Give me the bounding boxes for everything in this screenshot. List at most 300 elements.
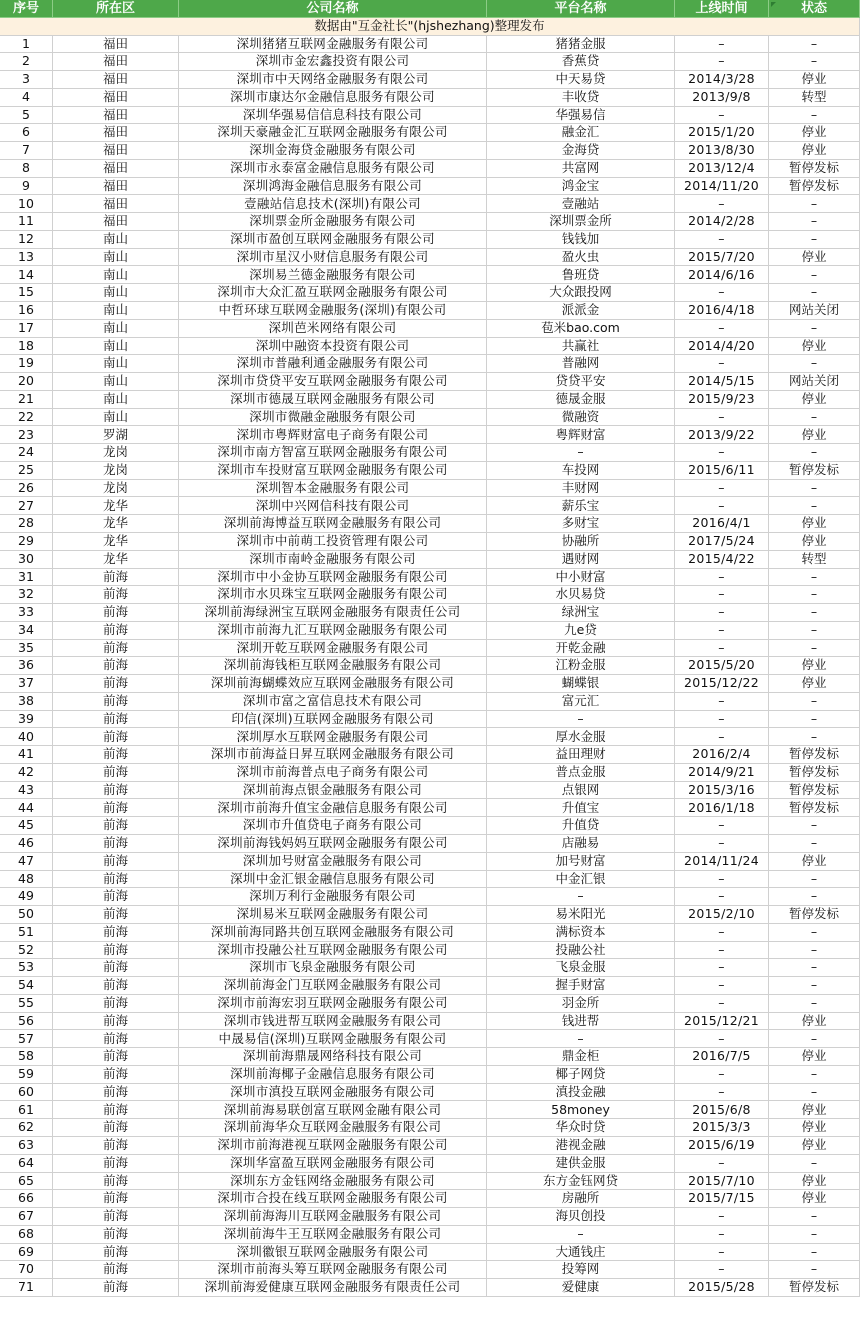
cell-company[interactable]: 深圳市合投在线互联网金融服务有限公司 — [179, 1190, 487, 1208]
cell-district[interactable]: 罗湖 — [53, 426, 179, 444]
cell-platform[interactable]: 益田理财 — [487, 746, 675, 764]
cell-company[interactable]: 深圳市中前萌工投资管理有限公司 — [179, 533, 487, 551]
cell-index[interactable]: 64 — [0, 1155, 53, 1173]
cell-company[interactable]: 深圳市前海头筹互联网金融服务有限公司 — [179, 1261, 487, 1279]
cell-company[interactable]: 深圳万利行金融服务有限公司 — [179, 888, 487, 906]
cell-status[interactable]: – — [769, 622, 860, 640]
cell-district[interactable]: 前海 — [53, 1261, 179, 1279]
cell-status[interactable]: – — [769, 1261, 860, 1279]
cell-platform[interactable]: 壹融站 — [487, 195, 675, 213]
cell-company[interactable]: 深圳中融资本投资有限公司 — [179, 338, 487, 356]
cell-status[interactable]: – — [769, 53, 860, 71]
cell-index[interactable]: 12 — [0, 231, 53, 249]
cell-company[interactable]: 深圳市粤辉财富电子商务有限公司 — [179, 426, 487, 444]
cell-index[interactable]: 44 — [0, 799, 53, 817]
cell-district[interactable]: 龙华 — [53, 497, 179, 515]
cell-district[interactable]: 南山 — [53, 391, 179, 409]
cell-status[interactable]: 暂停发标 — [769, 462, 860, 480]
cell-district[interactable]: 前海 — [53, 1173, 179, 1191]
cell-platform[interactable]: 钱进帮 — [487, 1013, 675, 1031]
cell-platform[interactable]: 深圳票金所 — [487, 213, 675, 231]
cell-district[interactable]: 南山 — [53, 373, 179, 391]
cell-index[interactable]: 16 — [0, 302, 53, 320]
header-platform[interactable]: 平台名称 — [487, 0, 675, 18]
cell-index[interactable]: 70 — [0, 1261, 53, 1279]
cell-district[interactable]: 前海 — [53, 799, 179, 817]
cell-district[interactable]: 南山 — [53, 231, 179, 249]
cell-launch-date[interactable]: – — [675, 942, 769, 960]
cell-launch-date[interactable]: 2015/3/3 — [675, 1119, 769, 1137]
cell-index[interactable]: 71 — [0, 1279, 53, 1297]
cell-district[interactable]: 前海 — [53, 764, 179, 782]
cell-platform[interactable]: 羽金所 — [487, 995, 675, 1013]
cell-launch-date[interactable]: 2014/11/24 — [675, 853, 769, 871]
cell-launch-date[interactable]: 2014/9/21 — [675, 764, 769, 782]
cell-platform[interactable]: 中小财富 — [487, 569, 675, 587]
cell-launch-date[interactable]: – — [675, 586, 769, 604]
cell-status[interactable]: – — [769, 231, 860, 249]
cell-platform[interactable]: 建供金服 — [487, 1155, 675, 1173]
cell-district[interactable]: 福田 — [53, 53, 179, 71]
cell-launch-date[interactable]: 2017/5/24 — [675, 533, 769, 551]
cell-index[interactable]: 57 — [0, 1030, 53, 1048]
cell-status[interactable]: – — [769, 195, 860, 213]
cell-platform[interactable]: 握手财富 — [487, 977, 675, 995]
cell-platform[interactable]: 鲁班贷 — [487, 266, 675, 284]
cell-company[interactable]: 深圳市中天网络金融服务有限公司 — [179, 71, 487, 89]
cell-company[interactable]: 深圳市前海升值宝金融信息服务有限公司 — [179, 799, 487, 817]
cell-platform[interactable]: 开乾金融 — [487, 640, 675, 658]
cell-launch-date[interactable]: – — [675, 284, 769, 302]
cell-company[interactable]: 深圳前海鼎晟网络科技有限公司 — [179, 1048, 487, 1066]
cell-status[interactable]: 停业 — [769, 1137, 860, 1155]
cell-district[interactable]: 龙岗 — [53, 480, 179, 498]
cell-status[interactable]: – — [769, 693, 860, 711]
cell-district[interactable]: 龙华 — [53, 551, 179, 569]
cell-launch-date[interactable]: – — [675, 1084, 769, 1102]
cell-launch-date[interactable]: 2016/7/5 — [675, 1048, 769, 1066]
cell-district[interactable]: 前海 — [53, 657, 179, 675]
cell-status[interactable]: – — [769, 1244, 860, 1262]
cell-status[interactable]: – — [769, 711, 860, 729]
cell-index[interactable]: 29 — [0, 533, 53, 551]
cell-platform[interactable]: 苞米bao.com — [487, 320, 675, 338]
cell-index[interactable]: 10 — [0, 195, 53, 213]
cell-company[interactable]: 深圳市星汉小财信息服务有限公司 — [179, 249, 487, 267]
cell-district[interactable]: 龙岗 — [53, 444, 179, 462]
cell-index[interactable]: 36 — [0, 657, 53, 675]
cell-launch-date[interactable]: – — [675, 1155, 769, 1173]
cell-platform[interactable]: 爱健康 — [487, 1279, 675, 1297]
cell-index[interactable]: 59 — [0, 1066, 53, 1084]
cell-company[interactable]: 深圳市钱进帮互联网金融服务有限公司 — [179, 1013, 487, 1031]
cell-district[interactable]: 南山 — [53, 320, 179, 338]
cell-index[interactable]: 14 — [0, 266, 53, 284]
cell-platform[interactable]: – — [487, 1030, 675, 1048]
cell-launch-date[interactable]: 2015/5/20 — [675, 657, 769, 675]
cell-platform[interactable]: 派派金 — [487, 302, 675, 320]
cell-platform[interactable]: 绿洲宝 — [487, 604, 675, 622]
cell-company[interactable]: 深圳加号财富金融服务有限公司 — [179, 853, 487, 871]
cell-index[interactable]: 53 — [0, 959, 53, 977]
cell-district[interactable]: 前海 — [53, 871, 179, 889]
cell-index[interactable]: 46 — [0, 835, 53, 853]
cell-status[interactable]: – — [769, 924, 860, 942]
cell-status[interactable]: – — [769, 959, 860, 977]
cell-district[interactable]: 福田 — [53, 71, 179, 89]
cell-company[interactable]: 深圳中金汇银金融信息服务有限公司 — [179, 871, 487, 889]
cell-status[interactable]: – — [769, 497, 860, 515]
cell-launch-date[interactable]: 2015/7/15 — [675, 1190, 769, 1208]
cell-status[interactable]: – — [769, 1084, 860, 1102]
cell-platform[interactable]: 大通钱庄 — [487, 1244, 675, 1262]
cell-launch-date[interactable]: 2016/4/18 — [675, 302, 769, 320]
cell-platform[interactable]: 多财宝 — [487, 515, 675, 533]
cell-index[interactable]: 69 — [0, 1244, 53, 1262]
cell-company[interactable]: 深圳市南方智富互联网金融服务有限公司 — [179, 444, 487, 462]
cell-district[interactable]: 前海 — [53, 1013, 179, 1031]
cell-company[interactable]: 深圳华富盈互联网金融服务有限公司 — [179, 1155, 487, 1173]
cell-company[interactable]: 深圳前海蝴蝶效应互联网金融服务有限公司 — [179, 675, 487, 693]
cell-status[interactable]: 停业 — [769, 533, 860, 551]
cell-platform[interactable]: 协融所 — [487, 533, 675, 551]
cell-launch-date[interactable]: 2015/4/22 — [675, 551, 769, 569]
cell-district[interactable]: 前海 — [53, 888, 179, 906]
cell-district[interactable]: 福田 — [53, 178, 179, 196]
cell-platform[interactable]: 店融易 — [487, 835, 675, 853]
cell-company[interactable]: 中晟易信(深圳)互联网金融服务有限公司 — [179, 1030, 487, 1048]
cell-platform[interactable]: 加号财富 — [487, 853, 675, 871]
cell-launch-date[interactable]: 2013/8/30 — [675, 142, 769, 160]
cell-status[interactable]: – — [769, 640, 860, 658]
cell-company[interactable]: 深圳票金所金融服务有限公司 — [179, 213, 487, 231]
cell-company[interactable]: 壹融站信息技术(深圳)有限公司 — [179, 195, 487, 213]
cell-launch-date[interactable]: 2015/9/23 — [675, 391, 769, 409]
cell-district[interactable]: 前海 — [53, 924, 179, 942]
cell-platform[interactable]: 房融所 — [487, 1190, 675, 1208]
cell-company[interactable]: 深圳开乾互联网金融服务有限公司 — [179, 640, 487, 658]
cell-company[interactable]: 深圳中兴网信科技有限公司 — [179, 497, 487, 515]
cell-index[interactable]: 2 — [0, 53, 53, 71]
cell-platform[interactable]: 富元汇 — [487, 693, 675, 711]
cell-district[interactable]: 前海 — [53, 1101, 179, 1119]
cell-launch-date[interactable]: 2013/9/22 — [675, 426, 769, 444]
cell-index[interactable]: 32 — [0, 586, 53, 604]
cell-district[interactable]: 南山 — [53, 266, 179, 284]
cell-index[interactable]: 58 — [0, 1048, 53, 1066]
cell-status[interactable]: 停业 — [769, 515, 860, 533]
cell-index[interactable]: 66 — [0, 1190, 53, 1208]
cell-index[interactable]: 37 — [0, 675, 53, 693]
cell-platform[interactable]: 普点金服 — [487, 764, 675, 782]
cell-company[interactable]: 深圳市车投财富互联网金融服务有限公司 — [179, 462, 487, 480]
cell-index[interactable]: 52 — [0, 942, 53, 960]
cell-launch-date[interactable]: – — [675, 604, 769, 622]
cell-company[interactable]: 深圳前海钱妈妈互联网金融服务有限公司 — [179, 835, 487, 853]
cell-company[interactable]: 深圳市投融公社互联网金融服务有限公司 — [179, 942, 487, 960]
header-district[interactable]: 所在区 — [53, 0, 179, 18]
cell-status[interactable]: 转型 — [769, 551, 860, 569]
cell-index[interactable]: 31 — [0, 569, 53, 587]
cell-status[interactable]: 停业 — [769, 1048, 860, 1066]
cell-status[interactable]: – — [769, 1208, 860, 1226]
cell-district[interactable]: 前海 — [53, 1155, 179, 1173]
cell-district[interactable]: 前海 — [53, 728, 179, 746]
cell-status[interactable]: 暂停发标 — [769, 799, 860, 817]
cell-status[interactable]: 网站关闭 — [769, 302, 860, 320]
cell-platform[interactable]: 猪猪金服 — [487, 36, 675, 54]
cell-index[interactable]: 7 — [0, 142, 53, 160]
cell-company[interactable]: 深圳猪猪互联网金融服务有限公司 — [179, 36, 487, 54]
cell-launch-date[interactable]: – — [675, 195, 769, 213]
cell-platform[interactable]: 融金汇 — [487, 124, 675, 142]
cell-launch-date[interactable]: – — [675, 1226, 769, 1244]
cell-company[interactable]: 深圳前海绿洲宝互联网金融服务有限责任公司 — [179, 604, 487, 622]
cell-index[interactable]: 49 — [0, 888, 53, 906]
cell-status[interactable]: 停业 — [769, 124, 860, 142]
cell-launch-date[interactable]: – — [675, 995, 769, 1013]
cell-launch-date[interactable]: 2014/2/28 — [675, 213, 769, 231]
cell-status[interactable]: 停业 — [769, 142, 860, 160]
cell-platform[interactable]: 大众跟投网 — [487, 284, 675, 302]
cell-status[interactable]: – — [769, 728, 860, 746]
cell-index[interactable]: 63 — [0, 1137, 53, 1155]
cell-status[interactable]: – — [769, 995, 860, 1013]
cell-district[interactable]: 前海 — [53, 1066, 179, 1084]
cell-status[interactable]: – — [769, 604, 860, 622]
cell-launch-date[interactable]: 2015/1/20 — [675, 124, 769, 142]
cell-company[interactable]: 印信(深圳)互联网金融服务有限公司 — [179, 711, 487, 729]
cell-platform[interactable]: 普融网 — [487, 355, 675, 373]
cell-launch-date[interactable]: – — [675, 711, 769, 729]
cell-district[interactable]: 福田 — [53, 213, 179, 231]
cell-company[interactable]: 深圳市前海普点电子商务有限公司 — [179, 764, 487, 782]
cell-index[interactable]: 4 — [0, 89, 53, 107]
cell-platform[interactable]: 鸿金宝 — [487, 178, 675, 196]
cell-status[interactable]: – — [769, 835, 860, 853]
cell-platform[interactable]: 钱钱加 — [487, 231, 675, 249]
cell-index[interactable]: 20 — [0, 373, 53, 391]
cell-platform[interactable]: – — [487, 711, 675, 729]
cell-index[interactable]: 33 — [0, 604, 53, 622]
cell-district[interactable]: 福田 — [53, 142, 179, 160]
cell-district[interactable]: 福田 — [53, 160, 179, 178]
cell-status[interactable]: 网站关闭 — [769, 373, 860, 391]
cell-company[interactable]: 深圳前海椰子金融信息服务有限公司 — [179, 1066, 487, 1084]
cell-launch-date[interactable]: – — [675, 320, 769, 338]
cell-index[interactable]: 25 — [0, 462, 53, 480]
cell-index[interactable]: 42 — [0, 764, 53, 782]
cell-company[interactable]: 深圳前海牛王互联网金融服务有限公司 — [179, 1226, 487, 1244]
header-index[interactable]: 序号 — [0, 0, 53, 18]
cell-status[interactable]: – — [769, 266, 860, 284]
cell-index[interactable]: 56 — [0, 1013, 53, 1031]
cell-platform[interactable]: 投融公社 — [487, 942, 675, 960]
cell-company[interactable]: 深圳市前海港视互联网金融服务有限公司 — [179, 1137, 487, 1155]
cell-company[interactable]: 深圳前海同路共创互联网金融服务有限公司 — [179, 924, 487, 942]
cell-status[interactable]: 暂停发标 — [769, 178, 860, 196]
cell-status[interactable]: – — [769, 409, 860, 427]
cell-launch-date[interactable]: 2015/12/21 — [675, 1013, 769, 1031]
cell-index[interactable]: 3 — [0, 71, 53, 89]
cell-index[interactable]: 62 — [0, 1119, 53, 1137]
cell-platform[interactable]: 58money — [487, 1101, 675, 1119]
cell-launch-date[interactable]: 2014/11/20 — [675, 178, 769, 196]
cell-company[interactable]: 深圳东方金钰网络金融服务有限公司 — [179, 1173, 487, 1191]
cell-company[interactable]: 深圳市盈创互联网金融服务有限公司 — [179, 231, 487, 249]
cell-company[interactable]: 深圳市前海宏羽互联网金融服务有限公司 — [179, 995, 487, 1013]
cell-status[interactable]: – — [769, 1066, 860, 1084]
cell-index[interactable]: 17 — [0, 320, 53, 338]
cell-district[interactable]: 龙华 — [53, 533, 179, 551]
cell-status[interactable]: – — [769, 942, 860, 960]
cell-district[interactable]: 福田 — [53, 107, 179, 125]
cell-company[interactable]: 深圳市升值贷电子商务有限公司 — [179, 817, 487, 835]
cell-platform[interactable]: 丰收贷 — [487, 89, 675, 107]
cell-status[interactable]: 停业 — [769, 1013, 860, 1031]
cell-district[interactable]: 前海 — [53, 782, 179, 800]
cell-index[interactable]: 21 — [0, 391, 53, 409]
cell-index[interactable]: 39 — [0, 711, 53, 729]
cell-platform[interactable]: 香蕉贷 — [487, 53, 675, 71]
cell-status[interactable]: 转型 — [769, 89, 860, 107]
cell-index[interactable]: 45 — [0, 817, 53, 835]
cell-district[interactable]: 南山 — [53, 284, 179, 302]
cell-status[interactable]: – — [769, 107, 860, 125]
cell-index[interactable]: 22 — [0, 409, 53, 427]
source-note[interactable]: 数据由"互金社长"(hjshezhang)整理发布 — [0, 18, 860, 36]
cell-platform[interactable]: 滇投金融 — [487, 1084, 675, 1102]
cell-index[interactable]: 68 — [0, 1226, 53, 1244]
header-status[interactable] — [769, 0, 860, 18]
cell-index[interactable]: 1 — [0, 36, 53, 54]
cell-launch-date[interactable]: – — [675, 1066, 769, 1084]
cell-status[interactable]: 停业 — [769, 657, 860, 675]
cell-company[interactable]: 深圳市中小金协互联网金融服务有限公司 — [179, 569, 487, 587]
cell-launch-date[interactable]: – — [675, 888, 769, 906]
cell-company[interactable]: 深圳市滇投互联网金融服务有限公司 — [179, 1084, 487, 1102]
cell-index[interactable]: 38 — [0, 693, 53, 711]
cell-company[interactable]: 深圳易兰德金融服务有限公司 — [179, 266, 487, 284]
cell-company[interactable]: 中哲环球互联网金融服务(深圳)有限公司 — [179, 302, 487, 320]
cell-platform[interactable]: 盈火虫 — [487, 249, 675, 267]
cell-district[interactable]: 前海 — [53, 853, 179, 871]
header-company[interactable]: 公司名称 — [179, 0, 487, 18]
cell-launch-date[interactable]: – — [675, 355, 769, 373]
cell-company[interactable]: 深圳市金宏鑫投资有限公司 — [179, 53, 487, 71]
cell-launch-date[interactable]: – — [675, 569, 769, 587]
cell-company[interactable]: 深圳前海点银金融服务有限公司 — [179, 782, 487, 800]
cell-index[interactable]: 11 — [0, 213, 53, 231]
cell-platform[interactable]: 华强易信 — [487, 107, 675, 125]
cell-launch-date[interactable]: 2016/4/1 — [675, 515, 769, 533]
cell-company[interactable]: 深圳市康达尔金融信息服务有限公司 — [179, 89, 487, 107]
cell-index[interactable]: 54 — [0, 977, 53, 995]
cell-company[interactable]: 深圳市水贝珠宝互联网金融服务有限公司 — [179, 586, 487, 604]
cell-company[interactable]: 深圳前海博益互联网金融服务有限公司 — [179, 515, 487, 533]
cell-district[interactable]: 前海 — [53, 906, 179, 924]
cell-district[interactable]: 前海 — [53, 835, 179, 853]
cell-launch-date[interactable]: 2015/6/19 — [675, 1137, 769, 1155]
cell-launch-date[interactable]: – — [675, 924, 769, 942]
cell-launch-date[interactable]: 2015/7/10 — [675, 1173, 769, 1191]
cell-platform[interactable]: 九e贷 — [487, 622, 675, 640]
cell-status[interactable]: – — [769, 1030, 860, 1048]
cell-status[interactable]: – — [769, 1226, 860, 1244]
cell-district[interactable]: 前海 — [53, 569, 179, 587]
cell-launch-date[interactable]: – — [675, 817, 769, 835]
cell-platform[interactable]: – — [487, 888, 675, 906]
cell-district[interactable]: 前海 — [53, 977, 179, 995]
cell-launch-date[interactable]: 2014/6/16 — [675, 266, 769, 284]
cell-company[interactable]: 深圳前海易联创富互联网金融有限公司 — [179, 1101, 487, 1119]
cell-launch-date[interactable]: 2015/6/11 — [675, 462, 769, 480]
cell-platform[interactable]: 水贝易贷 — [487, 586, 675, 604]
cell-index[interactable]: 27 — [0, 497, 53, 515]
cell-company[interactable]: 深圳市大众汇盈互联网金融服务有限公司 — [179, 284, 487, 302]
cell-district[interactable]: 前海 — [53, 942, 179, 960]
cell-platform[interactable]: 港视金融 — [487, 1137, 675, 1155]
cell-index[interactable]: 35 — [0, 640, 53, 658]
cell-platform[interactable]: – — [487, 1226, 675, 1244]
cell-district[interactable]: 前海 — [53, 640, 179, 658]
cell-company[interactable]: 深圳华强易信信息科技有限公司 — [179, 107, 487, 125]
cell-index[interactable]: 40 — [0, 728, 53, 746]
cell-district[interactable]: 前海 — [53, 1279, 179, 1297]
cell-company[interactable]: 深圳市永泰富金融信息服务有限公司 — [179, 160, 487, 178]
cell-district[interactable]: 南山 — [53, 302, 179, 320]
cell-index[interactable]: 30 — [0, 551, 53, 569]
cell-launch-date[interactable]: – — [675, 231, 769, 249]
cell-platform[interactable]: 中金汇银 — [487, 871, 675, 889]
cell-company[interactable]: 深圳鸿海金融信息服务有限公司 — [179, 178, 487, 196]
cell-index[interactable]: 51 — [0, 924, 53, 942]
cell-district[interactable]: 前海 — [53, 1137, 179, 1155]
cell-index[interactable]: 24 — [0, 444, 53, 462]
cell-company[interactable]: 深圳徽银互联网金融服务有限公司 — [179, 1244, 487, 1262]
cell-launch-date[interactable]: 2015/2/10 — [675, 906, 769, 924]
cell-status[interactable]: 停业 — [769, 675, 860, 693]
cell-launch-date[interactable]: – — [675, 409, 769, 427]
cell-platform[interactable]: 粤辉财富 — [487, 426, 675, 444]
cell-company[interactable]: 深圳市贷贷平安互联网金融服务有限公司 — [179, 373, 487, 391]
cell-platform[interactable]: 升值宝 — [487, 799, 675, 817]
cell-status[interactable]: 暂停发标 — [769, 160, 860, 178]
cell-index[interactable]: 43 — [0, 782, 53, 800]
cell-status[interactable]: – — [769, 871, 860, 889]
cell-index[interactable]: 55 — [0, 995, 53, 1013]
cell-company[interactable]: 深圳前海钱柜互联网金融服务有限公司 — [179, 657, 487, 675]
cell-platform[interactable]: 东方金钰网贷 — [487, 1173, 675, 1191]
cell-launch-date[interactable]: 2014/4/20 — [675, 338, 769, 356]
cell-status[interactable]: – — [769, 320, 860, 338]
cell-launch-date[interactable]: – — [675, 693, 769, 711]
cell-district[interactable]: 南山 — [53, 249, 179, 267]
cell-district[interactable]: 福田 — [53, 195, 179, 213]
cell-district[interactable]: 前海 — [53, 693, 179, 711]
cell-platform[interactable]: 投筹网 — [487, 1261, 675, 1279]
cell-platform[interactable]: 点银网 — [487, 782, 675, 800]
cell-district[interactable]: 前海 — [53, 622, 179, 640]
cell-status[interactable]: – — [769, 977, 860, 995]
cell-launch-date[interactable]: 2015/6/8 — [675, 1101, 769, 1119]
cell-status[interactable]: 暂停发标 — [769, 746, 860, 764]
cell-launch-date[interactable]: 2015/12/22 — [675, 675, 769, 693]
cell-platform[interactable]: 江粉金服 — [487, 657, 675, 675]
cell-status[interactable]: 暂停发标 — [769, 782, 860, 800]
cell-index[interactable]: 19 — [0, 355, 53, 373]
cell-platform[interactable]: 薪乐宝 — [487, 497, 675, 515]
